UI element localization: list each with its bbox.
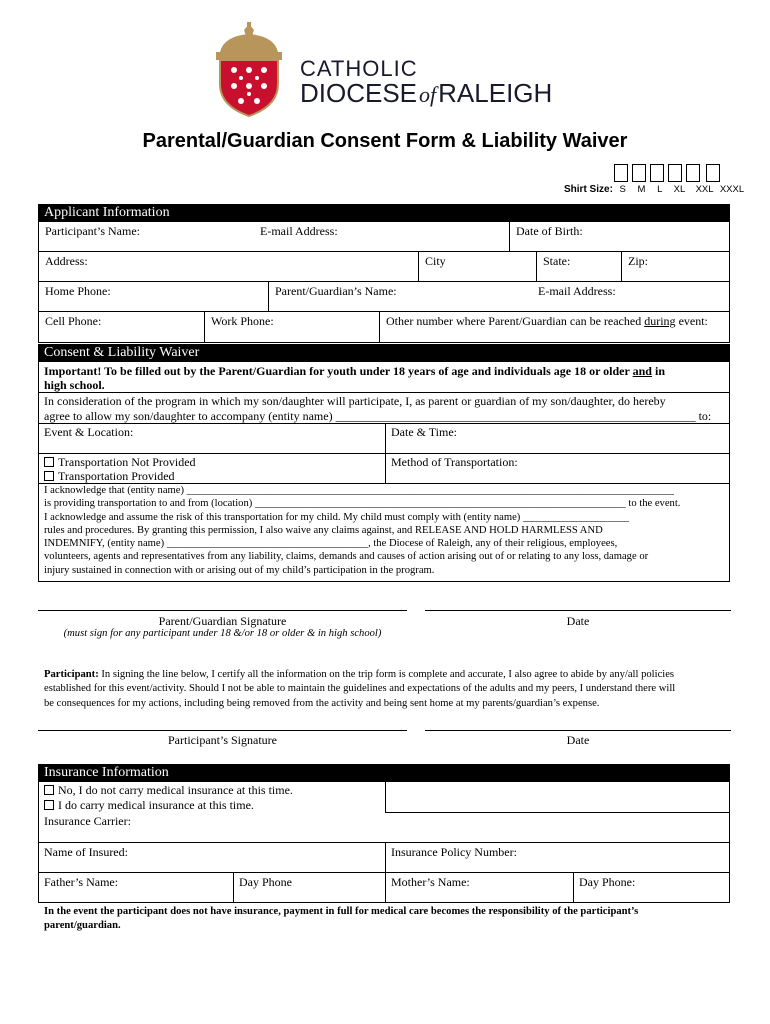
other-number-label-post: event: xyxy=(675,314,708,328)
transport-yes-checkbox[interactable] xyxy=(44,471,54,481)
diocese-logo xyxy=(214,22,554,118)
cell-phone-field[interactable] xyxy=(38,311,205,343)
shirt-size-xl: XL xyxy=(673,184,685,195)
other-number-field[interactable] xyxy=(379,311,730,343)
policy-number-label[interactable]: Insurance Policy Number: xyxy=(391,845,517,859)
guardian-name-field[interactable] xyxy=(268,281,730,312)
city-label: City xyxy=(425,254,446,268)
dob-field[interactable] xyxy=(509,221,730,252)
no-insurance-option[interactable] xyxy=(44,783,293,798)
transport-not-checkbox[interactable] xyxy=(44,457,54,467)
shirt-size-m: M xyxy=(637,184,646,195)
guardian-signature-note: (must sign for any participant under 18 &/or 18 or older & in high school) xyxy=(63,628,382,639)
no-insurance-checkbox[interactable] xyxy=(44,785,54,795)
participant-date-line[interactable] xyxy=(425,730,731,731)
important-text-1: Important! To be filled out by the Parent/Guardian for youth under 18 years of age and individuals age 18 or older xyxy=(44,364,633,378)
insurance-footer-2: parent/guardian. xyxy=(44,920,121,931)
important-text-2: in xyxy=(651,364,665,378)
method-transport-label[interactable]: Method of Transportation: xyxy=(391,455,518,469)
state-field[interactable] xyxy=(536,251,622,282)
logo-raleigh: RALEIGH xyxy=(438,78,553,108)
transport-not-label: Transportation Not Provided xyxy=(58,455,196,469)
ack-line-5: INDEMNIFY, (entity name) ______________________________________, the Diocese of Raleigh, any of their religious, employees, xyxy=(44,538,618,549)
shirt-checkbox-xxl[interactable] xyxy=(686,164,700,182)
participant-signature-line[interactable] xyxy=(38,730,407,731)
other-number-label-pre: Other number where Parent/Guardian can be reached xyxy=(386,314,645,328)
dob-label: Date of Birth: xyxy=(516,224,583,238)
home-phone-label: Home Phone: xyxy=(45,284,111,298)
event-location-label[interactable]: Event & Location: xyxy=(44,425,134,439)
ack-line-6: volunteers, agents and representatives from any liability, claims, demands and causes of action arising out of or relating to any loss, damage or xyxy=(44,551,649,562)
ack-line-2: is providing transportation to and from (location) ______________________________________________________________________ to the event. xyxy=(44,498,681,509)
zip-field[interactable] xyxy=(621,251,730,282)
guardian-date-line[interactable] xyxy=(425,610,731,611)
guardian-date-label: Date xyxy=(566,614,590,628)
transport-not-provided[interactable] xyxy=(44,455,196,470)
transport-yes-label: Transportation Provided xyxy=(58,469,175,483)
guardian-email-label: E-mail Address: xyxy=(538,284,616,298)
yes-insurance-label: I do carry medical insurance at this time. xyxy=(58,798,254,812)
zip-label: Zip: xyxy=(628,254,648,268)
address-label: Address: xyxy=(45,254,88,268)
other-number-label-during: during xyxy=(644,314,676,328)
guardian-name-label: Parent/Guardian’s Name: xyxy=(275,284,397,298)
shirt-size-label: Shirt Size: xyxy=(564,184,613,195)
shirt-checkbox-l[interactable] xyxy=(650,164,664,182)
important-and: and xyxy=(632,364,652,378)
consideration-line-2: agree to allow my son/daughter to accompany (entity name) ____________________________________________________________ to: xyxy=(44,409,712,423)
participant-statement-2: established for this event/activity. Should I not be able to maintain the guidelines and expectations of the adults and my peers, I understand there will xyxy=(44,683,676,694)
mother-day-phone-label[interactable]: Day Phone: xyxy=(579,875,636,889)
mitre-shield-icon xyxy=(214,22,284,118)
father-day-phone-label[interactable]: Day Phone xyxy=(239,875,292,889)
shirt-size-l: L xyxy=(657,184,663,195)
shirt-size-s: S xyxy=(619,184,626,195)
guardian-signature-label: Parent/Guardian Signature xyxy=(158,614,287,628)
logo-of: of xyxy=(419,82,437,107)
logo-diocese: DIOCESE xyxy=(300,78,418,108)
mother-name-label[interactable]: Mother’s Name: xyxy=(391,875,470,889)
work-phone-label: Work Phone: xyxy=(211,314,274,328)
yes-insurance-checkbox[interactable] xyxy=(44,800,54,810)
transport-provided[interactable] xyxy=(44,469,175,484)
shirt-checkbox-xxxl[interactable] xyxy=(706,164,720,182)
insurance-carrier-label[interactable]: Insurance Carrier: xyxy=(44,814,131,828)
logo-line-catholic: CATHOLIC xyxy=(300,56,418,81)
state-label: State: xyxy=(543,254,571,268)
consent-header: Consent & Liability Waiver xyxy=(38,344,730,361)
participant-statement-text-1: In signing the line below, I certify all the information on the trip form is complete and accurate, I also agree to abide by any/all policies xyxy=(98,669,675,680)
home-phone-field[interactable] xyxy=(38,281,269,312)
shirt-size-xxl: XXL xyxy=(695,184,714,195)
yes-insurance-option[interactable] xyxy=(44,798,254,813)
participant-name-label: Participant’s Name: xyxy=(45,224,140,238)
shirt-checkbox-s[interactable] xyxy=(614,164,628,182)
no-insurance-label: No, I do not carry medical insurance at this time. xyxy=(58,783,293,797)
father-name-label[interactable]: Father’s Name: xyxy=(44,875,119,889)
city-field[interactable] xyxy=(418,251,537,282)
email-label: E-mail Address: xyxy=(260,224,338,238)
participant-statement-label: Participant: xyxy=(44,669,99,680)
shirt-checkbox-xl[interactable] xyxy=(668,164,682,182)
participant-statement-1 xyxy=(44,669,674,680)
ack-line-7: injury sustained in connection with or arising out of my child’s participation in the program. xyxy=(44,565,435,576)
page-title: Parental/Guardian Consent Form & Liability Waiver xyxy=(142,130,628,152)
shirt-size-xxxl: XXXL xyxy=(719,184,745,195)
date-time-label[interactable]: Date & Time: xyxy=(391,425,458,439)
shirt-size-row xyxy=(564,184,744,195)
insurance-header: Insurance Information xyxy=(38,764,730,781)
ack-line-1: I acknowledge that (entity name) ____________________________________________________________________________________________ xyxy=(44,485,674,496)
important-line-2: high school. xyxy=(44,378,105,392)
consideration-line-1: In consideration of the program in which my son/daughter will participate, I, as parent or guardian of my son/daughter, do hereby xyxy=(44,394,666,408)
address-field[interactable] xyxy=(38,251,419,282)
insurance-footer-1: In the event the participant does not have insurance, payment in full for medical care becomes the responsibility of the participant’s xyxy=(44,906,639,917)
ack-line-3: I acknowledge and assume the risk of this transportation for my child. My child must comply with (entity name) ____________________ xyxy=(44,512,629,523)
participant-statement-3: be consequences for my actions, including being removed from the activity and being sent home at my parents/guardian’s expense. xyxy=(44,698,600,709)
guardian-signature-line[interactable] xyxy=(38,610,407,611)
participant-date-label: Date xyxy=(566,733,590,747)
logo-line-diocese xyxy=(300,78,552,109)
ack-line-4: rules and procedures. By granting this permission, I also waive any claims against, and RELEASE AND HOLD HARMLESS AND xyxy=(44,525,603,536)
important-line-1 xyxy=(44,364,665,379)
insured-name-label[interactable]: Name of Insured: xyxy=(44,845,128,859)
applicant-header: Applicant Information xyxy=(38,204,730,221)
work-phone-field[interactable] xyxy=(204,311,380,343)
shirt-checkbox-m[interactable] xyxy=(632,164,646,182)
cell-phone-label: Cell Phone: xyxy=(45,314,102,328)
participant-signature-label: Participant’s Signature xyxy=(168,733,277,747)
